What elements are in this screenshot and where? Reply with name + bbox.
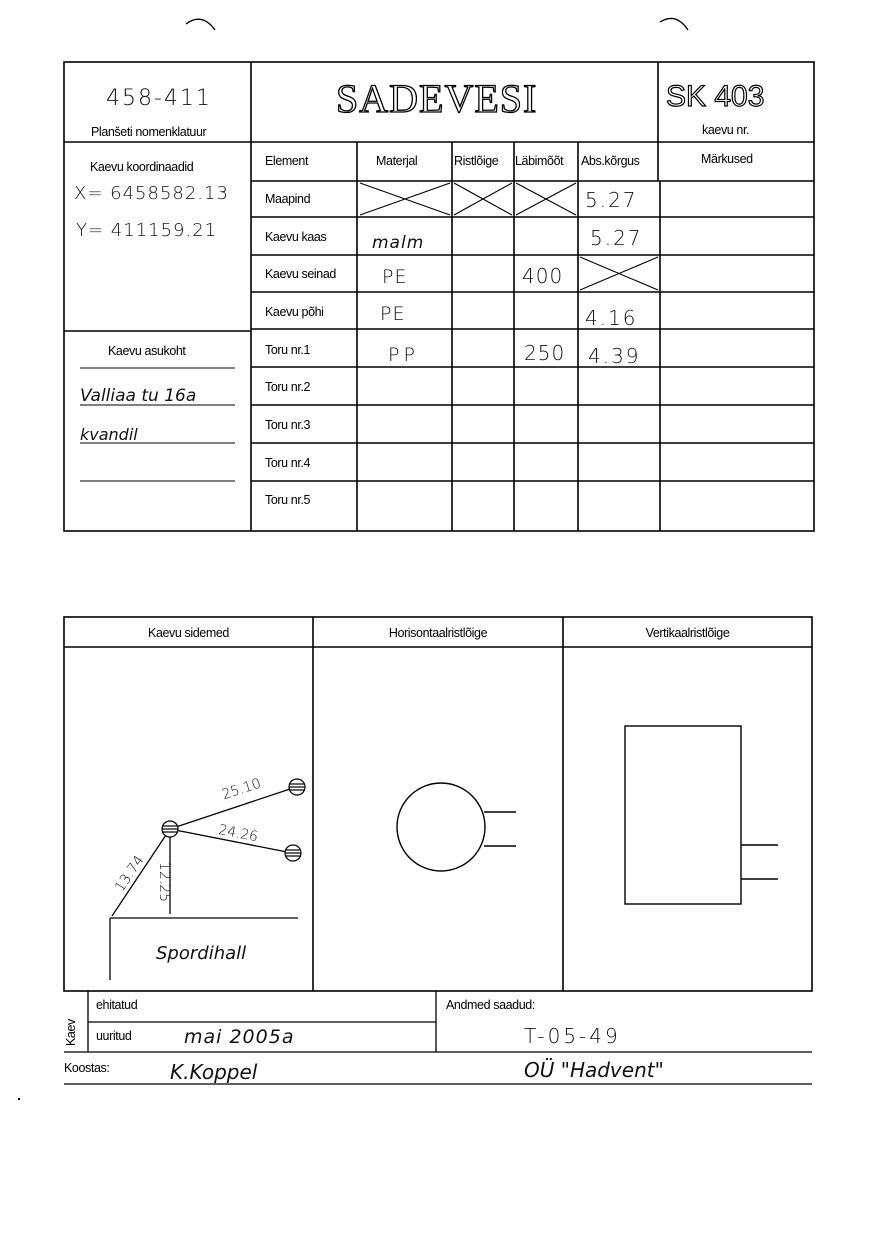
column-header-abs-height: Abs.kõrgus [581, 154, 640, 168]
cell-abs-height: 4.39 [588, 344, 641, 368]
table-row-element: Kaevu kaas [265, 230, 327, 244]
cell-material: malm [372, 233, 425, 253]
cell-diameter: 400 [522, 264, 564, 288]
table-row-element: Toru nr.5 [265, 493, 311, 507]
cell-abs-height: 4.16 [585, 306, 638, 330]
table-row-element: Kaevu seinad [265, 267, 336, 281]
horizontal-section-sketch [397, 783, 516, 871]
surveyed-label: uuritud [96, 1029, 132, 1043]
column-header-diameter: Läbimõõt [515, 154, 564, 168]
table-row-element: Maapind [265, 192, 311, 206]
well-number-label: kaevu nr. [702, 123, 750, 137]
nomenclature-label: Planšeti nomenklatuur [91, 125, 207, 139]
surveyed-value: mai 2005a [184, 1026, 295, 1048]
coordinates-label: Kaevu koordinaadid [90, 160, 194, 174]
coordinate-x: X= 6458582.13 [74, 183, 229, 204]
distance-label: 13.74 [112, 852, 148, 895]
column-header-material: Materjal [376, 154, 418, 168]
sketch-header-connections: Kaevu sidemed [148, 626, 229, 640]
distance-label: 24.26 [216, 822, 260, 846]
data-received-value: T-05-49 [524, 1024, 621, 1048]
cell-material: PE [380, 303, 406, 325]
distance-label: 25.10 [220, 775, 264, 804]
column-header-cross-section: Ristlõige [454, 154, 499, 168]
compiled-by-value: K.Koppel [170, 1060, 258, 1084]
data-received-label: Andmed saadud: [446, 998, 535, 1012]
table-row-element: Toru nr.1 [265, 343, 311, 357]
nomenclature-value: 458-411 [106, 86, 212, 111]
cell-abs-height: 5.27 [590, 226, 643, 250]
sketch-header-vertical: Vertikaalristlõige [645, 626, 730, 640]
building-label: Spordihall [156, 943, 247, 964]
location-line-1: Valliaa tu 16a [80, 386, 197, 406]
scan-speck [18, 1098, 20, 1100]
location-label: Kaevu asukoht [108, 344, 186, 358]
column-header-notes: Märkused [701, 152, 753, 166]
cell-diameter: 250 [524, 341, 566, 365]
coordinate-y: Y= 411159.21 [76, 220, 218, 241]
distance-label: 12.25 [156, 862, 172, 903]
table-row-element: Toru nr.3 [265, 418, 311, 432]
company-value: OÜ "Hadvent" [524, 1058, 664, 1082]
cell-material: PP [388, 344, 419, 366]
sketch-header-horizontal: Horisontaalristlõige [388, 626, 488, 640]
table-row-element: Toru nr.4 [265, 456, 311, 470]
table-row-element: Kaevu põhi [265, 305, 324, 319]
table-row-element: Toru nr.2 [265, 380, 311, 394]
location-line-2: kvandil [80, 425, 138, 444]
well-number-value: SK 403 [666, 80, 765, 113]
cell-abs-height: 5.27 [585, 188, 638, 212]
vertical-section-sketch [625, 726, 778, 904]
well-group-label: Kaev [64, 1019, 78, 1046]
column-header-element: Element [265, 154, 309, 168]
page-title: SADEVESI [336, 76, 538, 121]
compiled-by-label: Koostas: [64, 1061, 110, 1075]
built-label: ehitatud [96, 998, 138, 1012]
cell-material: PE [382, 266, 408, 288]
